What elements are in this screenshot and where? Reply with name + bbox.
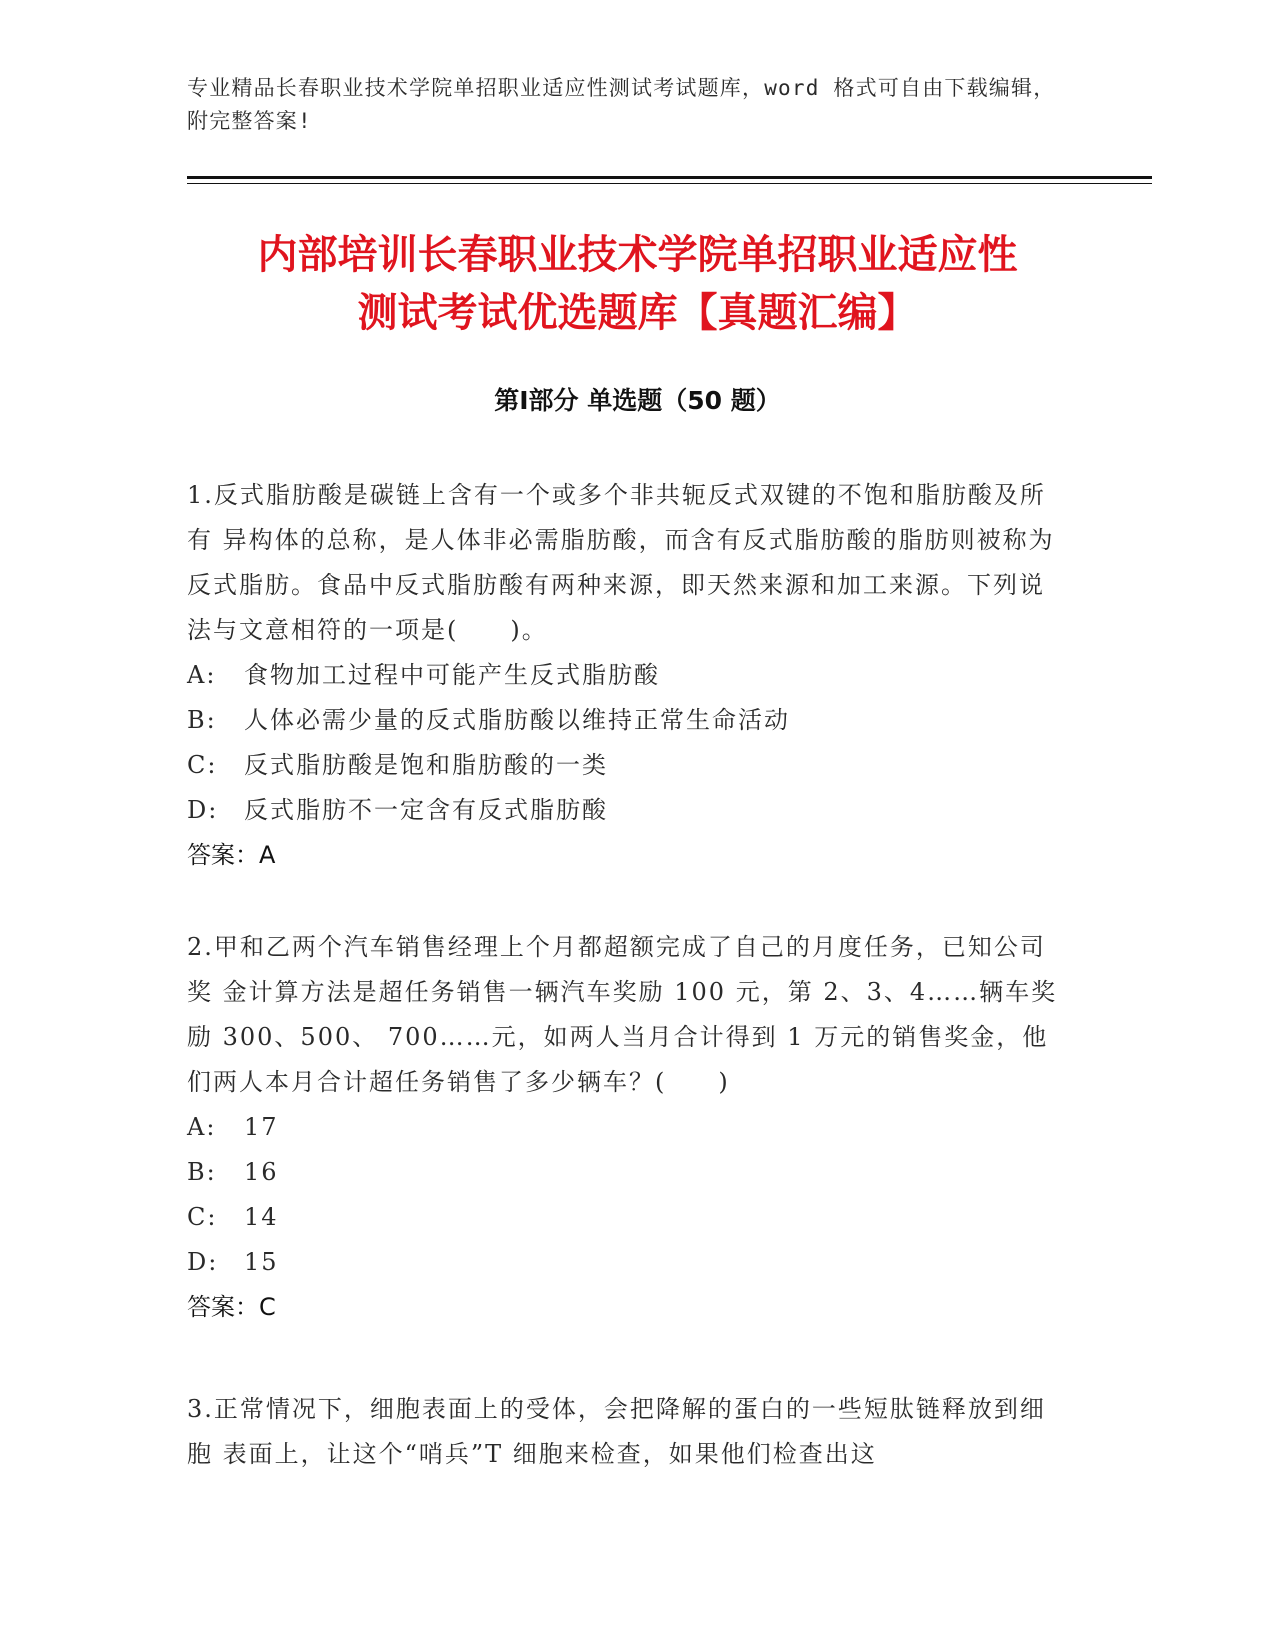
option-text: 15 (244, 1248, 279, 1276)
option-d (187, 1240, 1067, 1285)
option-text: 16 (244, 1158, 279, 1186)
option-letter: C: (187, 751, 218, 779)
option-text: 食物加工过程中可能产生反式脂肪酸 (244, 661, 660, 689)
option-text: 反式脂肪酸是饱和脂肪酸的一类 (244, 751, 608, 779)
document-title-line-2: 测试考试优选题库【真题汇编】 (357, 290, 918, 336)
option-b (187, 1150, 1067, 1195)
option-a (187, 653, 1067, 698)
option-letter: D: (187, 796, 219, 824)
document-title (150, 226, 1125, 342)
option-letter: C: (187, 1203, 218, 1231)
option-text: 17 (244, 1113, 279, 1141)
question-3 (187, 1387, 1067, 1477)
document-title-line-1: 内部培训长春职业技术学院单招职业适应性 (257, 232, 1018, 278)
option-letter: B: (187, 706, 217, 734)
question-stem: 3.正常情况下，细胞表面上的受体，会把降解的蛋白的一些短肽链释放到细胞 表面上，让这个“哨兵”T 细胞来检查，如果他们检查出这 (187, 1395, 1046, 1468)
question-stem: 1.反式脂肪酸是碳链上含有一个或多个非共轭反式双键的不饱和脂肪酸及所有 异构体的总称，是人体非必需脂肪酸，而含有反式脂肪酸的脂肪则被称为反式脂肪。食品中反式脂肪酸有两种来源，即天然来源和加工来源。下列说法与文意相符的一项是( )。 (187, 481, 1055, 644)
option-letter: B: (187, 1158, 217, 1186)
option-d (187, 788, 1067, 833)
header-divider-thin (187, 183, 1152, 184)
option-a (187, 1105, 1067, 1150)
question-stem: 2.甲和乙两个汽车销售经理上个月都超额完成了自己的月度任务，已知公司奖 金计算方法是超任务销售一辆汽车奖励 100 元，第 2、3、4……辆车奖励 300、500、 700……元，如两人当月合计得到 1 万元的销售奖金，他们两人本月合计超任务销售了多少辆车？( ) (187, 933, 1058, 1096)
option-letter: A: (187, 661, 217, 689)
section-heading: 第Ⅰ部分 单选题（50 题） (494, 386, 781, 415)
question-1 (187, 473, 1067, 878)
answer-line: 答案：A (187, 841, 276, 869)
header-divider-thick (187, 176, 1152, 179)
option-c (187, 743, 1067, 788)
option-c (187, 1195, 1067, 1240)
option-b (187, 698, 1067, 743)
question-2 (187, 925, 1067, 1330)
option-text: 14 (244, 1203, 279, 1231)
answer-line: 答案：C (187, 1293, 276, 1321)
header-note: 专业精品长春职业技术学院单招职业适应性测试考试题库，word 格式可自由下载编辑，附完整答案! (187, 76, 1056, 133)
option-letter: A: (187, 1113, 217, 1141)
option-text: 人体必需少量的反式脂肪酸以维持正常生命活动 (244, 706, 790, 734)
option-letter: D: (187, 1248, 219, 1276)
option-text: 反式脂肪不一定含有反式脂肪酸 (244, 796, 608, 824)
